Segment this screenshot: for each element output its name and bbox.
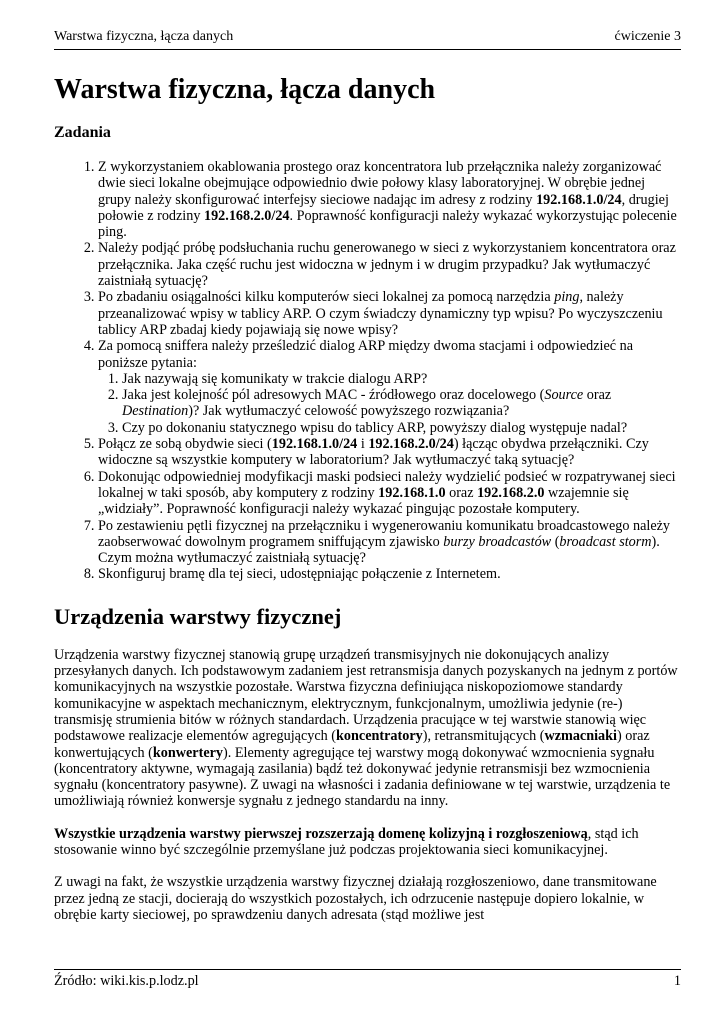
tasks-list [54,159,681,583]
devices-paragraph-2: Wszystkie urządzenia warstwy pierwszej rozszerzają domenę kolizyjną i rozgłoszeniową, stąd ich stosowanie winno być szczególnie przemyślane już podczas projektowania sieci komunikacyjnej. [54,825,639,858]
running-header [54,28,681,50]
task-item: 1. Z wykorzystaniem okablowania prostego oraz koncentratora lub przełącznika należy zorganizować dwie sieci lokalne obejmujące odpowiednio dwie połowy klasy laboratoryjnej. W obrębie jednej grupy należy skonfigurować interfejsy sieciowe nadając im adresy z rodziny 192.168.1.0/24, drugiej połowie z rodziny 192.168.2.0/24. Poprawność konfiguracji należy wykazać wykorzystując polecenie ping. [98,159,681,240]
subtasks-list [98,371,681,436]
header-title: Warstwa fizyczna, łącza danych [54,29,234,44]
header-exercise: ćwiczenie 3 [614,29,681,44]
page-title: Warstwa fizyczna, łącza danych [54,74,436,105]
devices-paragraph-3: Z uwagi na fakt, że wszystkie urządzenia warstwy fizycznej działają rozgłoszeniowo, dane transmitowane przez jedną ze stacji, docierają do wszystkich pozostałych, ich odrzucenie następuje dopiero lokalnie, w obrębie karty sieciowej, po sprawdzeniu danych adresata (stąd możliwe jest [54,874,657,923]
subtask-item: 3. Czy po dokonaniu statycznego wpisu do tablicy ARP, powyższy dialog występuje nadal? [122,420,681,436]
footer-source: Źródło: wiki.kis.p.lodz.pl [54,973,199,989]
page-footer [54,969,681,990]
task-item: 8. Skonfiguruj bramę dla tej sieci, udostępniając połączenie z Internetem. [98,566,681,582]
task-item: 7. Po zestawieniu pętli fizycznej na przełączniku i wygenerowaniu komunikatu broadcastowego należy zaobserwować dowolnym programem sniffującym zjawisko burzy broadcastów (broadcast storm). Czym można wytłumaczyć zaistniałą sytuację? [98,518,681,567]
subtask-item: 1. Jak nazywają się komunikaty w trakcie dialogu ARP? [122,371,681,387]
task-item: 3. Po zbadaniu osiągalności kilku komputerów sieci lokalnej za pomocą narzędzia ping, należy przeanalizować wpisy w tablicy ARP. O czym świadczy dynamiczny typ wpisu? Po wyczyszczeniu tablicy ARP zbadaj kiedy pojawiają się nowe wpisy? [98,289,681,338]
task-item: 2. Należy podjąć próbę podsłuchania ruchu generowanego w sieci z wykorzystaniem koncentratora oraz przełącznika. Jaka część ruchu jest widoczna w jednym i w drugim przypadku? Jak wytłumaczyć zaistniałą sytuację? [98,240,681,289]
page-number: 1 [673,973,681,989]
subtask-item: 2. Jaka jest kolejność pól adresowych MAC - źródłowego oraz docelowego (Source oraz Destination)? Jak wytłumaczyć celowość powyższego rozwiązania? [122,387,681,420]
task-item: 6. Dokonując odpowiedniej modyfikacji maski podsieci należy wydzielić podsieć w rozpatrywanej sieci lokalnej w taki sposób, aby komputery z rodziny 192.168.1.0 oraz 192.168.2.0 wzajemnie się „widziały”. Poprawność konfiguracji należy wykazać pingując pozostałe komputery. [98,469,681,518]
task-item: 4. Za pomocą sniffera należy prześledzić dialog ARP między dwoma stacjami i odpowiedzieć na poniższe pytania: 1. Jak nazywają się komunikaty w trakcie dialogu ARP? 2. Jaka jest kolejność pól adresowych MAC - źródłowego oraz docelowego (Source oraz Destination)? Jak wytłumaczyć celowość powyższego rozwiązania? 3. Czy po dokonaniu statycznego wpisu do tablicy ARP, powyższy dialog występuje nadal? [98,338,681,436]
tasks-heading: Zadania [54,124,111,141]
task-item: 5. Połącz ze sobą obydwie sieci (192.168.1.0/24 i 192.168.2.0/24) łącząc obydwa przełączniki. Czy widoczne są wszystkie komputery w laboratorium? Jak wytłumaczyć taką sytuację? [98,436,681,469]
devices-paragraph-1: Urządzenia warstwy fizycznej stanowią grupę urządzeń transmisyjnych nie dokonujących analizy przesyłanych danych. Ich podstawowym zadaniem jest retransmisja danych pozyskanych na jednym z portów komunikacyjnych na wszystkie pozostałe. Warstwa fizyczna definiująca niskopoziomowe standardy komunikacyjne w aspektach mechanicznym, elektrycznym, funkcjonalnym, umożliwia jedynie (re-) transmisję strumienia bitów w różnych standardach. Urządzenia pracujące w tej warstwie stanowią więc podstawowe realizacje elementów agregujących (koncentratory), retransmitujących (wzmacniaki) oraz konwertujących (konwertery). Elementy agregujące tej warstwy mogą dokonywać wzmocnienia sygnału (koncentratory aktywne, wymagają zasilania) bądź też dokonywać jedynie retransmisji bez wzmocnienia sygnału (koncentratory pasywne). Z uwagi na własności i zadania definiowane w tej warstwie, urządzenia te umożliwiają również konwersje sygnału z jednego standardu na inny. [54,646,678,810]
document-page [54,28,681,923]
devices-heading: Urządzenia warstwy fizycznej [54,603,342,629]
